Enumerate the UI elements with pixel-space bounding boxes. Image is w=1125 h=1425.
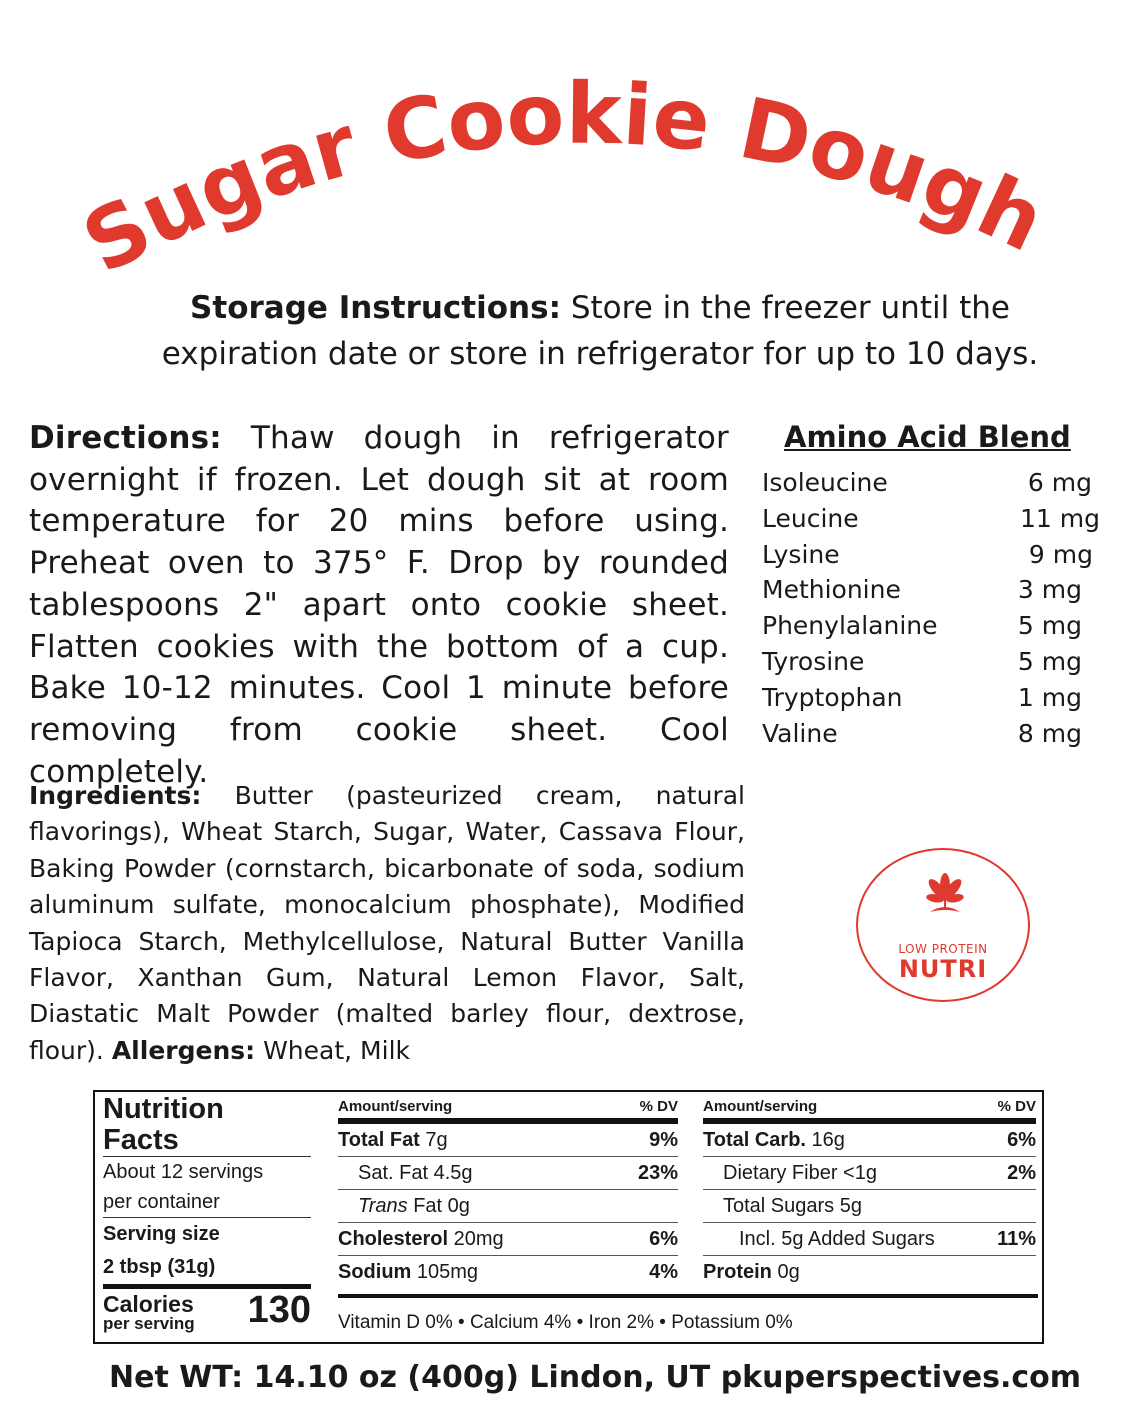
amino-name: Valine	[762, 718, 838, 748]
ingredients-text: Butter (pasteurized cream, natural flavorings), Wheat Starch, Sugar, Water, Cassava Flour, Baking Powder (cornstarch, bicarbonate of soda, sodium aluminum sulfate, monocalcium phosphate), Modified Tapioca Starch, Methylcellulose, Natural Butter Vanilla Flavor, Xanthan Gum, Natural Lemon Flavor, Salt, Diastatic Malt Powder (malted barley flour, dextrose, flour).	[29, 781, 745, 1065]
svg-text:Sugar Cookie Dough	[68, 64, 1059, 290]
amino-value: 11 mg	[1020, 503, 1100, 533]
amino-acid-panel	[762, 420, 1102, 754]
storage-label: Storage Instructions:	[190, 290, 561, 326]
calories-label: Calories	[103, 1291, 194, 1317]
nutrition-title-1: Nutrition	[103, 1093, 224, 1125]
calories-value: 130	[247, 1289, 311, 1331]
serving-size-label: Serving size	[103, 1223, 220, 1245]
nutrient-row: Total Carb. 16g 6%	[703, 1124, 1036, 1157]
footer-net-weight: Net WT: 14.10 oz (400g) Lindon, UT pkuperspectives.com	[108, 1360, 1081, 1395]
page-title: Sugar Cookie Dough	[67, 64, 1060, 290]
amino-name: Lysine	[762, 539, 840, 569]
nutrient-row: Cholesterol 20mg 6%	[338, 1223, 678, 1256]
ingredients-label: Ingredients:	[29, 781, 202, 810]
allergens-text: Wheat, Milk	[255, 1035, 410, 1065]
storage-text-1: Store in the freezer until the	[560, 290, 1010, 326]
amount-header: Amount/serving	[338, 1098, 453, 1115]
amino-value: 5 mg	[1017, 611, 1082, 641]
amino-row	[762, 719, 1102, 755]
nutrient-row: Total Fat 7g 9%	[338, 1124, 678, 1157]
amino-name: Tyrosine	[762, 646, 865, 676]
serving-size-value: 2 tbsp (31g)	[103, 1256, 216, 1278]
directions-block	[29, 418, 729, 793]
amino-row	[762, 468, 1102, 504]
nutrient-row: Protein 0g	[703, 1261, 800, 1283]
servings-line-1: About 12 servings	[103, 1161, 264, 1183]
logo-subtitle: LOW PROTEIN	[898, 942, 988, 956]
ingredients-block	[29, 778, 745, 1069]
nutrient-row: Sat. Fat 4.5g 23%	[338, 1157, 678, 1190]
nutrient-row: Dietary Fiber <1g 2%	[703, 1157, 1036, 1190]
nutrition-title-2: Facts	[103, 1124, 179, 1156]
nutrition-summary	[103, 1094, 311, 1339]
amino-value: 3 mg	[1017, 575, 1082, 605]
servings-line-2: per container	[103, 1191, 220, 1213]
storage-instructions	[120, 285, 1080, 377]
nutrient-column-right	[703, 1096, 1036, 1288]
amino-value: 5 mg	[1017, 646, 1082, 676]
dv-header: % DV	[639, 1098, 678, 1115]
amino-row	[762, 647, 1102, 683]
amino-value: 8 mg	[1017, 718, 1082, 748]
amino-title: Amino Acid Blend	[784, 420, 1071, 454]
nutrient-row: Trans Fat 0g	[338, 1190, 678, 1223]
amount-header: Amount/serving	[703, 1098, 818, 1115]
amino-value: 6 mg	[1027, 468, 1092, 497]
title-arc	[0, 0, 1125, 290]
amino-name: Tryptophan	[762, 682, 903, 712]
logo-wordmark: NUTRI	[898, 955, 988, 983]
amino-row	[762, 683, 1102, 719]
nutrient-row: Total Sugars 5g	[703, 1190, 1036, 1223]
nutrient-row: Incl. 5g Added Sugars 11%	[703, 1223, 1036, 1256]
calories-sub: per serving	[103, 1314, 195, 1333]
nutrient-row: Sodium 105mg 4%	[338, 1261, 678, 1283]
amino-name: Phenylalanine	[762, 611, 938, 641]
amino-name: Isoleucine	[762, 468, 888, 497]
nutrient-column-left	[338, 1096, 678, 1288]
amino-row	[762, 504, 1102, 540]
directions-text: Thaw dough in refrigerator overnight if frozen. Let dough sit at room temperature for 20 mins before using. Preheat oven to 375° F. Drop by rounded tablespoons 2" apart onto cookie sheet. Flatten cookies with the bottom of a cup. Bake 10-12 minutes. Cool 1 minute before removing from cookie sheet. Cool completely.	[29, 420, 729, 790]
amino-value: 9 mg	[1028, 539, 1093, 569]
amino-value: 1 mg	[1017, 682, 1082, 712]
calories-row	[103, 1289, 311, 1339]
directions-label: Directions:	[29, 420, 222, 456]
vitamins-line: Vitamin D 0% • Calcium 4% • Iron 2% • Potassium 0%	[338, 1294, 1038, 1348]
allergens-label: Allergens:	[111, 1035, 256, 1065]
amino-row	[762, 575, 1102, 611]
amino-row	[762, 540, 1102, 576]
amino-name: Methionine	[762, 575, 901, 605]
amino-name: Leucine	[762, 503, 859, 533]
leaf-icon	[920, 872, 970, 932]
nutrition-facts-panel	[93, 1090, 1044, 1344]
dv-header: % DV	[997, 1098, 1036, 1115]
storage-text-2: expiration date or store in refrigerator for up to 10 days.	[161, 336, 1039, 372]
amino-row	[762, 611, 1102, 647]
brand-logo	[856, 848, 1030, 1002]
